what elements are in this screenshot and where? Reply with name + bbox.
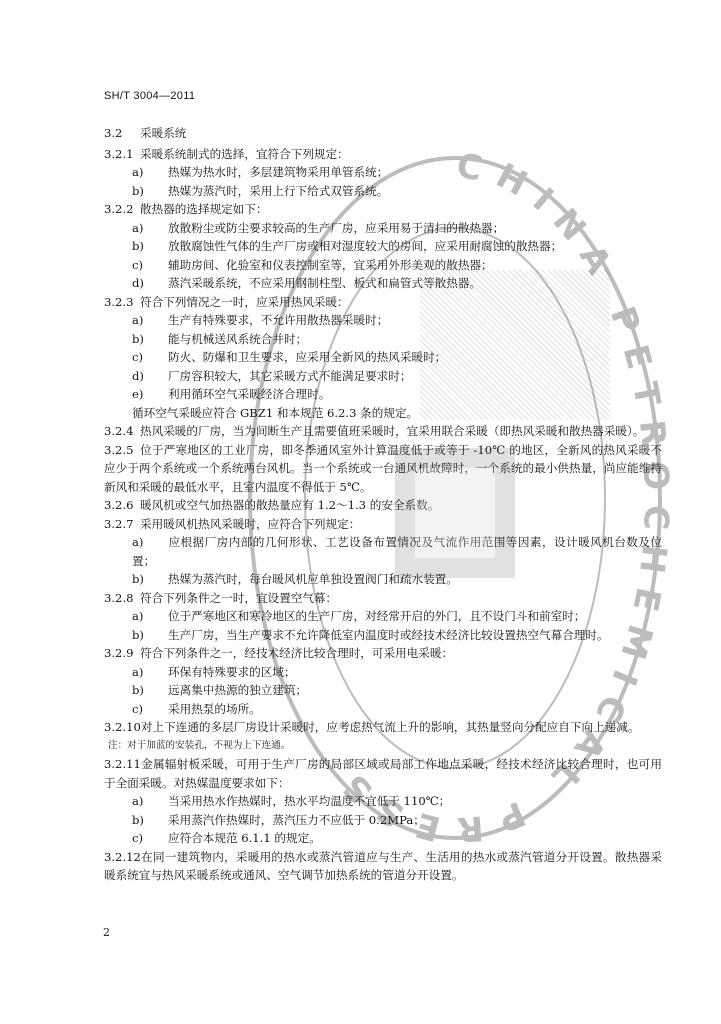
list-item: a) 应根据厂房内部的几何形状、工艺设备布置情况及气流作用范围等因素，设计暖风机台数及位置； bbox=[132, 535, 662, 568]
list-item: b) 采用蒸汽作热媒时，蒸汽压力不应低于 0.2MPa； bbox=[132, 812, 425, 827]
list-item: c) 应符合本规范 6.1.1 的规定。 bbox=[132, 831, 321, 845]
list-item: d) 厂房容积较大，其它采暖方式不能满足要求时； bbox=[132, 368, 412, 383]
clause-3-2-12: 3.2.12在同一建筑物内，采暖用的热水或蒸汽管道应与生产、生活用的热水或蒸汽管道分开设置。散热器采暖系统宜与热风采暖系统或通风、空气调节加热系统的管道分开设置。 bbox=[104, 849, 662, 882]
list-item: a) 当采用热水作热媒时，热水平均温度不宜低于 110℃； bbox=[132, 794, 451, 808]
clause-3-2-6: 3.2.6 暖风机或空气加热器的散热量应有 1.2～1.3 的安全系数。 bbox=[104, 498, 440, 512]
list-item: c) 采用热泵的场所。 bbox=[132, 701, 261, 716]
list-item: b) 生产厂房，当生产要求不允许降低室内温度时或经技术经济比较设置热空气幕合理时。 bbox=[132, 627, 609, 642]
clause-3-2-11: 3.2.11金属辐射板采暖，可用于生产厂房的局部区域或局部工作地点采暖，经技术经济比较合理时，也可用于全面采暖。对热媒温度要求如下： bbox=[104, 757, 662, 790]
list-item: b) 能与机械送风系统合并时； bbox=[132, 331, 308, 346]
list-item: c) 辅助房间、化验室和仪表控制室等，宜采用外形美观的散热器； bbox=[132, 257, 493, 272]
document-body bbox=[102, 124, 662, 885]
clause-3-2-3: 3.2.3 符合下列情况之一时，应采用热风采暖： bbox=[104, 294, 349, 309]
clause-3-2-9: 3.2.9 符合下列条件之一，经技术经济比较合理时，可采用电采暖： bbox=[104, 646, 454, 660]
clause-3-2-10: 3.2.10对上下连通的多层厂房设计采暖时，应考虑热气流上升的影响，其热量竖向分配应自下向上递减。 bbox=[104, 720, 640, 734]
note-text: 注：对于加蓝的安装孔，不视为上下连通。 bbox=[108, 739, 291, 751]
list-item: a) 环保有特殊要求的区域； bbox=[132, 664, 296, 679]
section-heading-3-2: 3.2 采暖系统 bbox=[104, 126, 187, 140]
clause-3-2-4: 3.2.4 热风采暖的厂房，当为间断生产且需要值班采暖时，宜采用联合采暖（即热风采暖和散热器采暖）。 bbox=[104, 424, 645, 438]
list-item: b) 热媒为蒸汽时，每台暖风机应单独设置阀门和疏水装置。 bbox=[132, 572, 458, 586]
seal-ring-text: CHINA PETROCHEMICAL PRESS bbox=[325, 145, 677, 851]
list-item: d) 蒸汽采暖系统，不应采用钢制柱型、板式和扁管式等散热器。 bbox=[132, 276, 482, 290]
list-item: a) 热媒为热水时，多层建筑物采用单管系统； bbox=[132, 165, 389, 179]
list-item: b) 放散腐蚀性气体的生产厂房或相对湿度较大的房间，应采用耐腐蚀的散热器； bbox=[132, 239, 563, 253]
clause-3-2-5: 3.2.5 位于严寒地区的工业厂房，即冬季通风室外计算温度低于或等于 -10℃ 的地区，全新风的热风采暖不应少于两个系统或一个系统两台风机。当一个系统或一台通风机故障时，一个系统的最小供热量，尚应能维持新风和采暖的最低水平，且室内温度不得低于 5℃。 bbox=[104, 442, 662, 494]
clause-3-2-7: 3.2.7 采用暖风机热风采暖时，应符合下列规定： bbox=[104, 516, 361, 531]
list-item: a) 位于严寒地区和寒冷地区的生产厂房，对经常开启的外门，且不设门斗和前室时； bbox=[132, 609, 586, 623]
clause-3-2-2: 3.2.2 散热器的选择规定如下： bbox=[104, 202, 268, 216]
clause-continuation: 循环空气采暖应符合 GBZ1 和本规范 6.2.3 条的规定。 bbox=[132, 405, 419, 420]
list-item: b) 热媒为蒸汽时，采用上行下给式双管系统。 bbox=[132, 183, 389, 198]
list-item: c) 防火、防爆和卫生要求，应采用全新风的热风采暖时； bbox=[132, 350, 447, 364]
list-item: b) 远离集中热源的独立建筑； bbox=[132, 683, 308, 697]
list-item: e) 利用循环空气采暖经济合理时。 bbox=[132, 387, 331, 401]
standard-code-header: SH/T 3004—2011 bbox=[104, 90, 196, 102]
clause-3-2-1: 3.2.1 采暖系统制式的选择，宜符合下列规定： bbox=[104, 146, 349, 161]
page-number: 2 bbox=[103, 926, 110, 939]
list-item: a) 放散粉尘或防尘要求较高的生产厂房，应采用易于清扫的散热器； bbox=[132, 220, 505, 235]
clause-3-2-8: 3.2.8 符合下列条件之一时，宜设置空气幕： bbox=[104, 590, 338, 605]
list-item: a) 生产有特殊要求，不允许用散热器采暖时； bbox=[132, 313, 389, 327]
